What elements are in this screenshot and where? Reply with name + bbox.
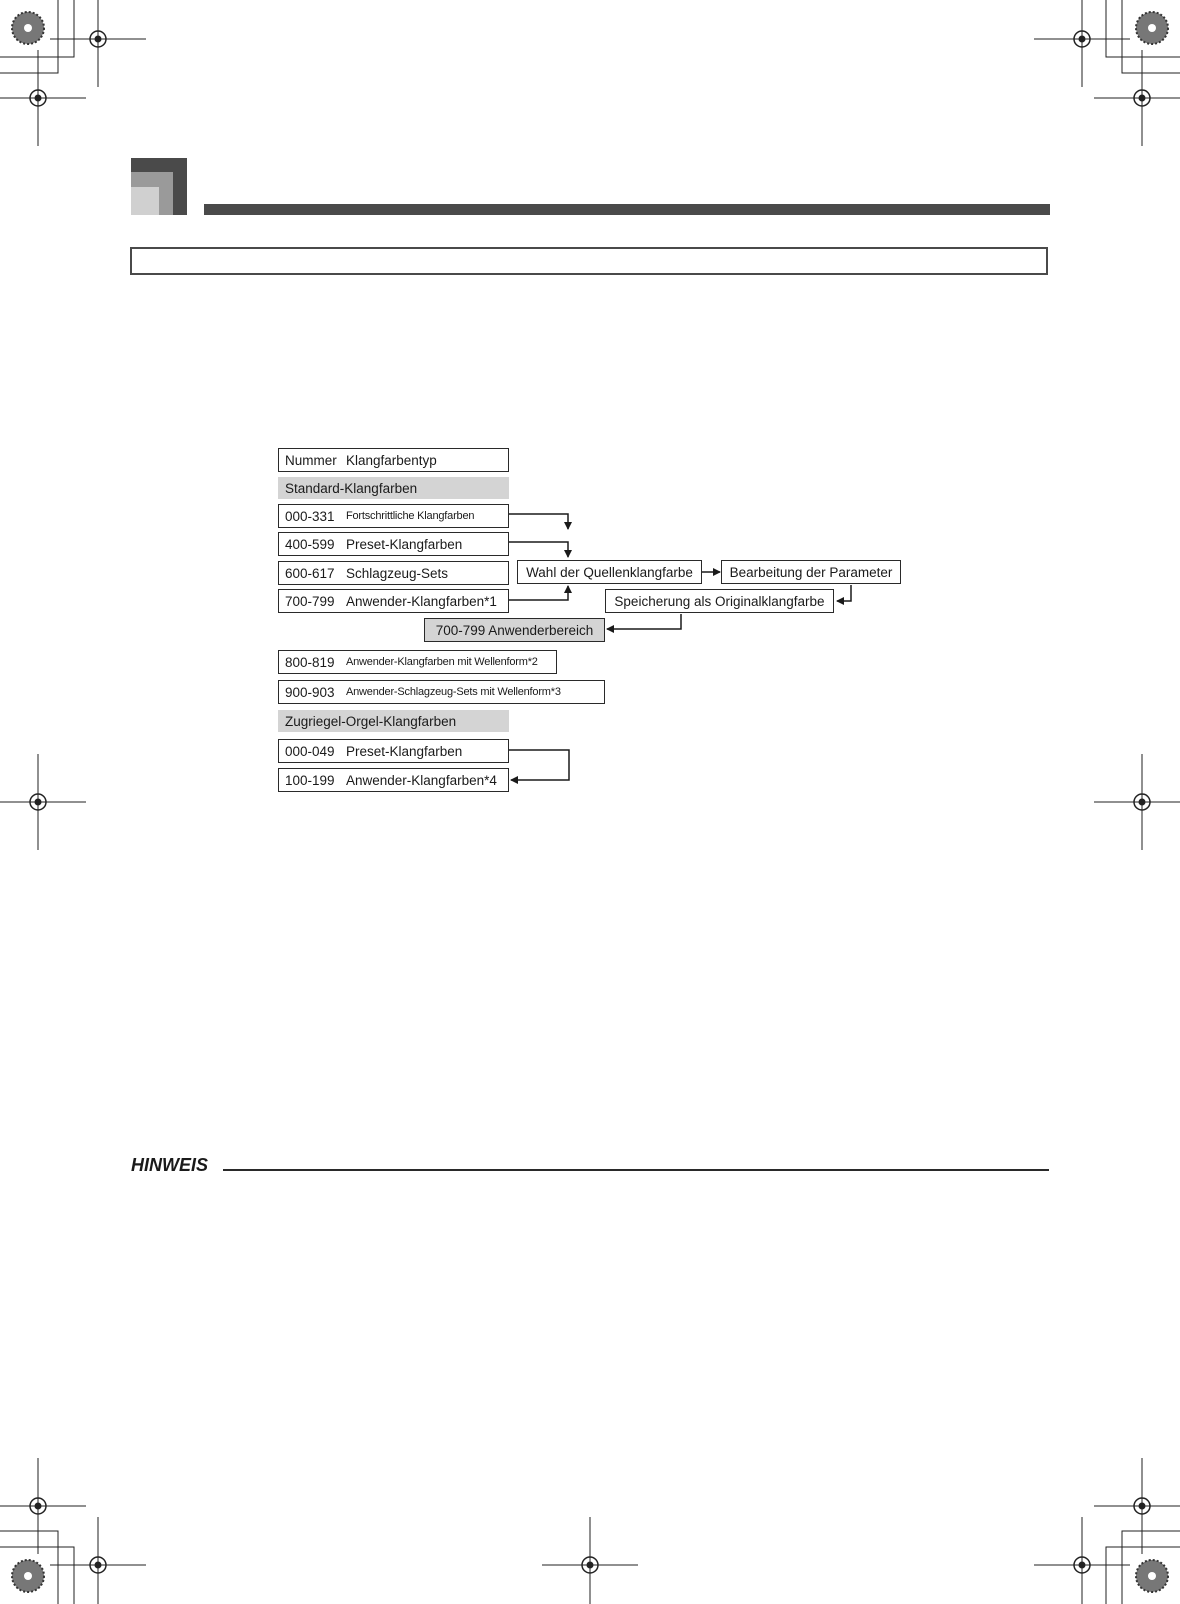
arrow-000-331 bbox=[509, 514, 568, 529]
row-400-599 bbox=[278, 532, 509, 556]
arrow-store-to-area bbox=[607, 614, 681, 629]
row-label: Fortschrittliche Klangfarben bbox=[346, 510, 475, 522]
arrow-edit-to-store bbox=[837, 585, 851, 601]
arrow-700-799-up bbox=[509, 586, 568, 600]
row-number: 000-049 bbox=[285, 743, 335, 759]
row-number: 100-199 bbox=[285, 772, 335, 788]
note-rule bbox=[223, 1169, 1049, 1171]
step-edit-parameters: Bearbeitung der Parameter bbox=[721, 560, 901, 584]
header-type-label: Klangfarbentyp bbox=[346, 452, 437, 468]
arrow-400-599 bbox=[509, 542, 568, 557]
row-label: Schlagzeug-Sets bbox=[346, 565, 449, 581]
header-number-label: Nummer bbox=[285, 452, 337, 468]
row-700-799 bbox=[278, 589, 509, 613]
row-number: 000-331 bbox=[285, 508, 335, 524]
row-label: Anwender-Schlagzeug-Sets mit Wellenform*3 bbox=[346, 686, 561, 698]
section-drawbar: Zugriegel-Orgel-Klangfarben bbox=[278, 710, 509, 732]
user-area-box: 700-799 Anwenderbereich bbox=[424, 618, 605, 642]
header-row bbox=[278, 448, 509, 472]
row-600-617 bbox=[278, 561, 509, 585]
section-standard: Standard-Klangfarben bbox=[278, 477, 509, 499]
row-label: Preset-Klangfarben bbox=[346, 536, 463, 552]
row-number: 900-903 bbox=[285, 684, 335, 700]
row-number: 400-599 bbox=[285, 536, 335, 552]
step-store-original: Speicherung als Originalklangfarbe bbox=[605, 589, 834, 613]
row-label: Anwender-Klangfarben*1 bbox=[346, 593, 497, 609]
row-number: 700-799 bbox=[285, 593, 335, 609]
row-number: 800-819 bbox=[285, 654, 335, 670]
row-label: Preset-Klangfarben bbox=[346, 743, 463, 759]
row-number: 600-617 bbox=[285, 565, 335, 581]
row-800-819 bbox=[278, 650, 557, 674]
row-label: Anwender-Klangfarben*4 bbox=[346, 772, 497, 788]
row-100-199 bbox=[278, 768, 509, 792]
row-label: Anwender-Klangfarben mit Wellenform*2 bbox=[346, 656, 538, 668]
row-900-903 bbox=[278, 680, 605, 704]
row-000-331 bbox=[278, 504, 509, 528]
row-000-049 bbox=[278, 739, 509, 763]
arrow-drawbar-preset-to-user bbox=[509, 750, 569, 780]
note-heading: HINWEIS bbox=[131, 1155, 209, 1175]
step-select-source: Wahl der Quellenklangfarbe bbox=[517, 560, 702, 584]
